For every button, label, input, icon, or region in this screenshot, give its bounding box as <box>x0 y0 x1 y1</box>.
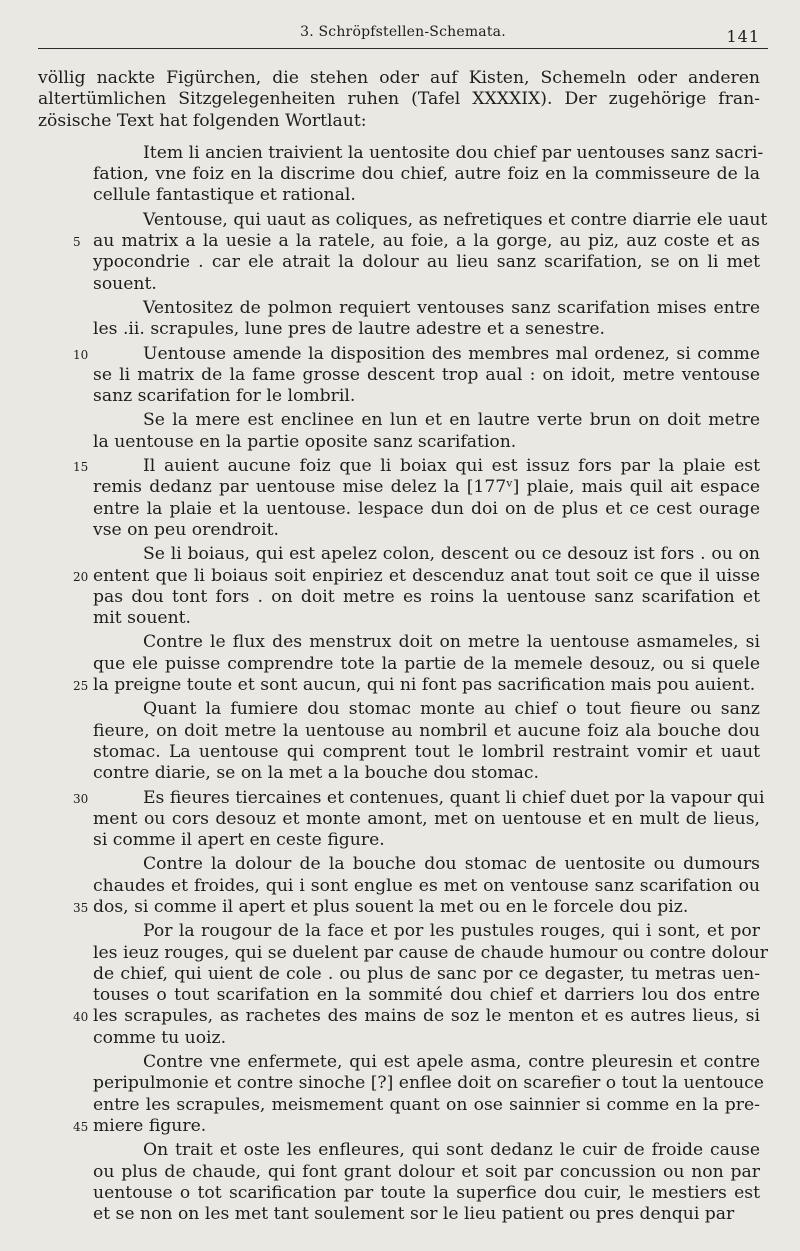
line-text: uentouse o tot scarification par toute la superfice dou cuir, le mestiers est <box>93 1182 760 1203</box>
text-line <box>93 742 760 763</box>
line-text: entent que li boiaus soit enpiriez et descenduz anat tout soit ce que il uisse <box>93 565 760 586</box>
page-header <box>38 24 768 49</box>
line-text: stomac. La uentouse qui comprent tout le lombril restraint vomir et uaut <box>93 741 760 762</box>
line-text: et se non on les met tant soulement sor le lieu patient ou pres denqui par <box>93 1204 735 1225</box>
intro-line: zösische Text hat folgenden Wortlaut: <box>38 110 367 131</box>
line-text: Ventouse, qui uaut as coliques, as nefretiques et contre diarrie ele uaut <box>143 209 768 230</box>
page-number: 141 <box>726 27 760 46</box>
text-line <box>93 1140 760 1161</box>
line-text: ou plus de chaude, qui font grant dolour et soit par concussion ou non par <box>93 1161 760 1182</box>
text-line <box>93 632 760 653</box>
text-line <box>93 763 760 784</box>
intro-paragraph <box>38 68 760 132</box>
line-number: 35 <box>73 900 89 915</box>
quote-paragraph <box>93 1140 760 1225</box>
text-line <box>93 942 768 964</box>
line-text: la preigne toute et sont aucun, qui ni font pas sacrification mais pou auient. <box>93 675 756 696</box>
quote-paragraph <box>73 544 760 629</box>
line-text: mit souent. <box>93 608 192 629</box>
line-text: Contre la dolour de la bouche dou stomac de uentosite ou dumours <box>143 854 760 875</box>
text-line <box>73 1115 760 1137</box>
line-text: se li matrix de la fame grosse descent trop aual : on idoit, metre ventouse <box>93 364 760 385</box>
line-text: au matrix a la uesie a la ratele, au foie, a la gorge, au piz, auz coste et as <box>93 231 760 252</box>
quote-paragraph <box>73 209 768 295</box>
line-text: Se li boiaus, qui est apelez colon, descent ou ce desouz ist fors . ou on <box>143 544 760 565</box>
line-text: Es fieures tiercaines et contenues, quant li chief duet por la vapour qui <box>143 787 765 808</box>
line-text: Il auient aucune foiz que li boiax qui est issuz fors par la plaie est <box>143 456 760 477</box>
text-line <box>93 1204 760 1225</box>
text-line <box>93 410 760 431</box>
line-text: On trait et oste les enfleures, qui sont dedanz le cuir de froide cause <box>143 1140 760 1161</box>
text-line <box>93 1162 760 1183</box>
quote-paragraph <box>73 456 760 541</box>
text-line <box>93 365 760 386</box>
intro-line: altertümlichen Sitzgelegenheiten ruhen (Tafel XXXXIX). Der zugehörige fran- <box>38 89 760 110</box>
line-text: que ele puisse comprendre tote la partie de la memele desouz, ou si quele <box>93 653 760 674</box>
line-text: les ieuz rouges, qui se duelent par cause de chaude humour ou contre dolour <box>93 942 768 963</box>
quote-paragraph <box>93 410 760 453</box>
text-line <box>93 185 760 206</box>
line-number: 30 <box>73 791 89 806</box>
text-line <box>93 809 760 830</box>
line-number: 10 <box>73 347 89 362</box>
line-text: Se la mere est enclinee en lun et en lautre verte brun on doit metre <box>143 410 760 431</box>
text-line <box>73 565 760 587</box>
quote-paragraph <box>73 787 765 852</box>
line-text: les .ii. scrapules, lune pres de lautre adestre et a senestre. <box>93 319 605 340</box>
line-text: Quant la fumiere dou stomac monte au chief o tout fieure ou sanz <box>143 699 760 720</box>
line-text: miere figure. <box>93 1115 207 1136</box>
line-text: contre diarie, se on la met a la bouche dou stomac. <box>93 763 540 784</box>
line-text: dos, si comme il apert et plus souent la met ou en le forcele dou piz. <box>93 896 689 917</box>
text-line <box>93 721 760 742</box>
text-line <box>93 1183 760 1204</box>
line-number: 45 <box>73 1119 89 1134</box>
text-line <box>93 587 760 608</box>
line-text: peripulmonie et contre sinoche [?] enflee doit on scarefier o tout la uentouce <box>93 1073 764 1094</box>
text-line <box>93 608 760 629</box>
quote-paragraph <box>73 632 760 696</box>
text-line <box>73 456 760 477</box>
line-text: pas dou tont fors . on doit metre es roins la uentouse sanz scarifation et <box>93 586 760 607</box>
text-line <box>93 1028 760 1049</box>
text-line <box>93 854 760 875</box>
text-line <box>93 1073 764 1094</box>
line-text: ypocondrie . car ele atrait la dolour au lieu sanz scarifation, se on li met <box>93 252 760 273</box>
text-line <box>93 520 760 541</box>
line-number: 20 <box>73 569 89 584</box>
text-line <box>93 921 760 942</box>
quote-paragraph <box>93 298 760 341</box>
text-line <box>93 964 760 985</box>
text-line <box>93 699 760 720</box>
quote-paragraph <box>93 142 764 207</box>
text-line <box>93 252 760 273</box>
line-text: vse on peu orendroit. <box>93 519 279 540</box>
page-body <box>38 68 768 1228</box>
text-line <box>93 274 760 295</box>
text-line <box>73 231 760 252</box>
quote-paragraph <box>73 343 760 408</box>
text-line <box>93 985 760 1006</box>
line-text: touses o tout scarifation en la sommité dou chief et darriers lou dos entre <box>93 985 760 1006</box>
line-text: fieure, on doit metre la uentouse au nombril et aucune foiz ala bouche dou <box>93 720 760 741</box>
line-text: Item li ancien traivient la uentosite dou chief par uentouses sanz sacri- <box>143 142 764 163</box>
text-line <box>93 298 760 319</box>
line-text: cellule fantastique et rational. <box>93 185 356 206</box>
line-text: la uentouse en la partie oposite sanz scarifation. <box>93 431 517 452</box>
text-line <box>93 876 760 897</box>
intro-line: völlig nackte Figürchen, die stehen oder auf Kisten, Schemeln oder anderen <box>38 68 760 88</box>
line-number: 5 <box>73 235 81 250</box>
text-line <box>93 432 760 453</box>
line-text: ment ou cors desouz et monte amont, met on uentouse et en mult de lieus, <box>93 808 760 829</box>
line-number: 15 <box>73 460 89 475</box>
line-text: sanz scarifation for le lombril. <box>93 386 356 407</box>
text-line <box>73 675 760 696</box>
french-quotation <box>38 142 768 1226</box>
text-line <box>93 142 764 164</box>
text-line <box>93 1095 760 1116</box>
text-line <box>93 544 760 565</box>
line-text: comme tu uoiz. <box>93 1027 227 1048</box>
text-line <box>73 343 760 365</box>
text-line <box>93 654 760 675</box>
line-text: remis dedanz par uentouse mise delez la [177ᵛ] plaie, mais quil ait espace <box>93 477 760 498</box>
text-line <box>73 1006 760 1027</box>
quote-paragraph <box>93 699 760 784</box>
line-text: de chief, qui uient de cole . ou plus de sanc por ce degaster, tu metras uen- <box>93 963 760 984</box>
text-line <box>93 386 760 407</box>
line-text: les scrapules, as rachetes des mains de soz le menton et es autres lieus, si <box>93 1006 760 1027</box>
line-text: Por la rougour de la face et por les pustules rouges, qui i sont, et por <box>143 921 760 942</box>
running-head: 3. Schröpfstellen-Schemata. <box>300 24 506 40</box>
text-line <box>93 830 760 851</box>
quote-paragraph <box>73 1052 764 1137</box>
line-text: fation, vne foiz en la discrime dou chief, autre foiz en la commisseure de la <box>93 164 760 185</box>
line-text: Contre le flux des menstrux doit on metre la uentouse asmameles, si <box>143 632 760 653</box>
line-text: entre les scrapules, meismement quant on ose sainnier si comme en la pre- <box>93 1094 760 1115</box>
text-line <box>93 319 760 340</box>
line-text: Contre vne enfermete, qui est apele asma, contre pleuresin et contre <box>143 1052 760 1073</box>
line-text: entre la plaie et la uentouse. lespace dun doi on de plus et ce cest ourage <box>93 498 760 519</box>
text-line <box>93 499 760 520</box>
line-text: chaudes et froides, qui i sont englue es met on ventouse sanz scarifation ou <box>93 875 760 896</box>
line-number: 40 <box>73 1010 89 1025</box>
quote-paragraph <box>73 854 760 918</box>
line-number: 25 <box>73 679 89 694</box>
line-text: Ventositez de polmon requiert ventouses sanz scarifation mises entre <box>143 297 760 318</box>
text-line <box>93 209 768 231</box>
text-line <box>93 477 760 498</box>
text-line <box>93 164 760 185</box>
text-line <box>73 896 760 918</box>
text-line <box>73 787 765 809</box>
line-text: souent. <box>93 273 157 294</box>
quote-paragraph <box>73 921 768 1049</box>
line-text: Uentouse amende la disposition des membres mal ordenez, si comme <box>143 343 760 364</box>
text-line <box>93 1052 760 1073</box>
line-text: si comme il apert en ceste figure. <box>93 830 385 851</box>
